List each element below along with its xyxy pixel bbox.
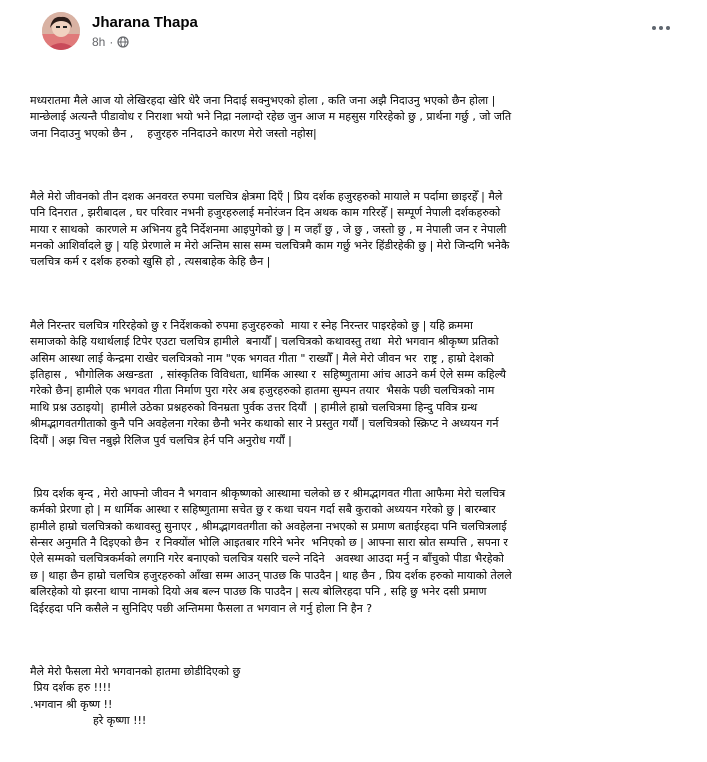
author-name[interactable]: Jharana Thapa: [92, 14, 198, 31]
post-paragraph-2: मैले मेरो जीवनको तीन दशक अनवरत रुपमा चलचित्र क्षेत्रमा दिएँ | प्रिय दर्शक हजुरहरुको मायाले म पर्दामा छाइरहेँ | मैले पनि दिनरात , झरीबादल , घर परिवार नभनी हजुरहरुलाई मनोरंजन दिन अथक काम गरिरहेँ | सम्पूर्ण नेपाली दर्शकहरुको माया र साथको कारणले म अभिनय हुदै निर्देशनमा आइपुगेको छु | म जहाँ छु , जे छु , जस्तो छु , म नेपाली जन र नेपाली मनको आशिर्वादले छु | यहि प्रेरणाले म मेरो अन्तिम सास सम्म चलचित्रमै काम गर्छु भनेर हिंडीरहेकी छु | मेरो जिन्दगि भनेकै चलचित्र कर्म र दर्शक हरुको खुसि हो , त्यसबाहेक केहि छैन |: [30, 189, 510, 269]
post-body: [30, 60, 690, 762]
dot-icon: [666, 26, 670, 30]
profile-photo: [42, 12, 80, 50]
post-paragraph-5: मैले मेरो फैसला मेरो भगवानको हातमा छोडीदिएको छु प्रिय दर्शक हरु !!!! .भगवान श्री कृष्ण !! हरे कृष्णा !!!: [30, 664, 241, 728]
dot-icon: [652, 26, 656, 30]
post-paragraph-1: मध्यरातमा मैले आज यो लेखिरहदा खेरि धेरै जना निदाई सक्नुभएको होला , कति जना अझै निदाउनु भएको छैन होला | मान्छेलाई अत्यन्तै पीडावोध र निराशा भयो भने निद्रा नलाग्दो रहेछ जुन आज म महसुस गरिरहेको छु , प्रार्थना गर्छु , जो जति जना निदाउनु भएको छैन , हजुरहरु ननिदाउने कारण मेरो जस्तो नहोस|: [30, 93, 512, 140]
more-options-icon[interactable]: [649, 18, 673, 38]
globe-icon[interactable]: [117, 36, 129, 48]
avatar[interactable]: [42, 12, 80, 50]
post-time[interactable]: 8h: [92, 35, 106, 49]
post-paragraph-4: प्रिय दर्शक बृन्द , मेरो आफ्नो जीवन नै भगवान श्रीकृष्णको आस्थामा चलेको छ र श्रीमद्भागवत गीता आफैमा मेरो चलचित्र कर्मको प्रेरणा हो | म धार्मिक आस्था र सहिष्णुतामा सचेत छु र कथा चयन गर्दा सबै कुराको अध्ययन गरेको छु | बारम्बार हामीले हाम्रो चलचित्रको कथावस्तु सुनाएर , श्रीमद्भागवतगीता को अवहेलना नभएको स प्रमाण बताईरहदा पनि चलचित्रलाई सेन्सर अनुमति नै दिइएको छैन र निक्योंल भोलि आइतबार गरिने भनेर भनिएको छ | आफ्ना सारा स्रोत सम्पत्ति , सपना र ऐले सम्मको चलचित्रकर्मको लगानि गरेर बनाएको चलचित्र यसरि चल्ने नदिने अवस्था आउदा मर्नु न बाँचुको पीडा भैरहेको छ | थाहा छैन हाम्रो चलचित्र हजुरहरुको आँखा सम्म आउन् पाउछ कि पाउदैन | थाह छैन , प्रिय दर्शक हरुको मायाको तेलले बलिरहेको यो झरना थापा नामको दियो अब बल्न पाउछ कि पाउदैन | सत्य बोलिरहदा पनि , सहि छु भनेर दसी प्रमाण दिईरहदा पनि कसैले न सुनिदिए पछी अन्तिममा फैसला त भगवान ले गर्नु होला नि हैन ?: [30, 486, 512, 615]
post-paragraph-3: मैले निरन्तर चलचित्र गरिरहेको छु र निर्देशकको रुपमा हजुरहरुको माया र स्नेह निरन्तर पाइरहेको छु | यहि क्रममा समाजको केहि यथार्थलाई टिपेर एउटा चलचित्र हामीले बनायौँ | चलचित्रको कथावस्तु तथा मेरो भगवान श्रीकृष्ण प्रतिको असिम आस्था लाई केन्द्रमा राखेर चलचित्रको नाम "एक भगवत गीता " राख्यौँ | मैले मेरो जीवन भर राष्ट्र , हाम्रो देशको इतिहास , भौगोलिक अखन्डता , सांस्कृतिक विविधता, धार्मिक आस्था र सहिष्णुतामा आंच आउने कर्म ऐले सम्म कहिल्यै गरेको छैन| हामीले एक भगवत गीता निर्माण पुरा गरेर अब हजुरहरुको हातमा सुम्पन तयार भैसके पछी चलचित्रको नाम माथि प्रश्न उठाइयो| हामीले उठेका प्रश्नहरुको विनम्रता पुर्वक उत्तर दियौं | हामीले हाम्रो चलचित्रमा हिन्दु पवित्र ग्रन्थ श्रीमद्भागवतगीताको कुनै पनि अवहेलना गरेका छैनौ भनेर कथाको सार ने प्रस्तुत गर्यौं | चलचित्रको स्क्रिप्ट ने अध्ययन गर्न दियौं | अझ चित्त नबुझे रिलिज पुर्व चलचित्र हेर्न पनि अनुरोध गर्यौं |: [30, 318, 507, 447]
meta-separator: ·: [109, 35, 114, 49]
post-header: [12, 0, 695, 60]
post-meta: [92, 35, 129, 49]
dot-icon: [659, 26, 663, 30]
